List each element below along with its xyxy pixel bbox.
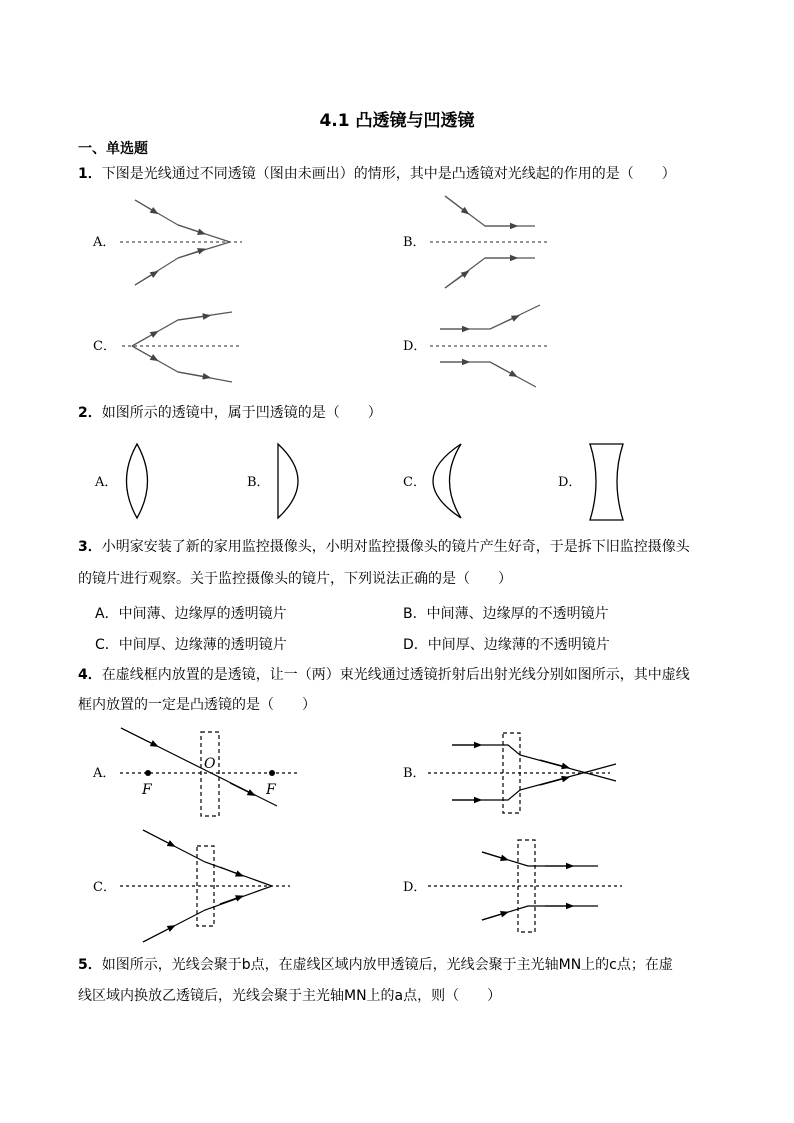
q2-lens-c-meniscus bbox=[433, 444, 461, 518]
q1-figure-b bbox=[430, 196, 550, 288]
question-text: 下图是光线通过不同透镜（图由未画出）的情形，其中是凸透镜对光线起的作用的是（ ） bbox=[101, 166, 676, 182]
question-number: 2． bbox=[78, 405, 102, 421]
q4-figure-c bbox=[120, 830, 290, 942]
q2-label-b: B． bbox=[247, 475, 270, 490]
question-4-line2: 框内放置的一定是凸透镜的是（ ） bbox=[78, 697, 316, 713]
q1-label-c: C． bbox=[93, 339, 116, 354]
section-heading: 一、单选题 bbox=[78, 141, 148, 157]
q3-option-b[interactable]: B．中间薄、边缘厚的不透明镜片 bbox=[403, 606, 609, 622]
q1-figure-d bbox=[430, 305, 550, 387]
q4-figure-b bbox=[428, 733, 616, 813]
q2-lens-d-biconcave bbox=[590, 444, 623, 520]
q4-label-d: D． bbox=[403, 880, 427, 895]
question-text-line1: 在虚线框内放置的是透镜，让一（两）束光线通过透镜折射后出射光线分别如图所示，其中虚线 bbox=[101, 667, 690, 683]
q2-label-c: C． bbox=[403, 475, 426, 490]
q3-option-a[interactable]: A．中间薄、边缘厚的透明镜片 bbox=[95, 606, 287, 622]
question-5-line2: 线区域内换放乙透镜后，光线会聚于主光轴MN上的a点，则（ ） bbox=[78, 988, 502, 1004]
question-3 bbox=[78, 531, 718, 563]
q2-lens-b-planoconvex bbox=[278, 444, 298, 518]
q4-figure-a bbox=[120, 728, 298, 816]
q3-option-d[interactable]: D．中间厚、边缘薄的不透明镜片 bbox=[403, 637, 610, 653]
question-text-line1: 小明家安装了新的家用监控摄像头，小明对监控摄像头的镜片产生好奇，于是拆下旧监控摄像头 bbox=[101, 539, 690, 555]
question-4 bbox=[78, 659, 718, 691]
q4-label-b: B． bbox=[403, 766, 426, 781]
question-text-line1: 如图所示，光线会聚于b点，在虚线区域内放甲透镜后，光线会聚于主光轴MN上的c点；在虚 bbox=[101, 957, 673, 973]
q2-label-a: A． bbox=[95, 475, 118, 490]
q4-figure-d bbox=[428, 840, 622, 932]
page-title: 4.1 凸透镜与凹透镜 bbox=[319, 111, 475, 131]
q4-label-c: C． bbox=[93, 880, 116, 895]
q4-point-o: O bbox=[204, 756, 216, 772]
q2-lens-a-biconvex bbox=[127, 444, 148, 518]
q1-figure-a bbox=[120, 200, 242, 285]
q1-label-d: D． bbox=[403, 339, 427, 354]
q4-label-a: A． bbox=[93, 766, 116, 781]
q4-focus-right: F bbox=[266, 782, 276, 798]
q1-figure-c bbox=[122, 312, 242, 382]
question-3-line2: 的镜片进行观察。关于监控摄像头的镜片，下列说法正确的是（ ） bbox=[78, 571, 512, 587]
question-number: 3． bbox=[78, 539, 102, 555]
question-number: 1． bbox=[78, 166, 102, 182]
question-text: 如图所示的透镜中，属于凹透镜的是（ ） bbox=[101, 405, 382, 421]
q3-option-c[interactable]: C．中间厚、边缘薄的透明镜片 bbox=[95, 637, 287, 653]
question-2 bbox=[78, 397, 718, 429]
question-number: 4． bbox=[78, 667, 102, 683]
question-5 bbox=[78, 949, 718, 981]
q2-label-d: D． bbox=[558, 475, 582, 490]
q1-label-b: B． bbox=[403, 235, 426, 250]
q4-focus-left: F bbox=[142, 782, 152, 798]
q1-label-a: A． bbox=[93, 235, 116, 250]
question-number: 5． bbox=[78, 957, 102, 973]
